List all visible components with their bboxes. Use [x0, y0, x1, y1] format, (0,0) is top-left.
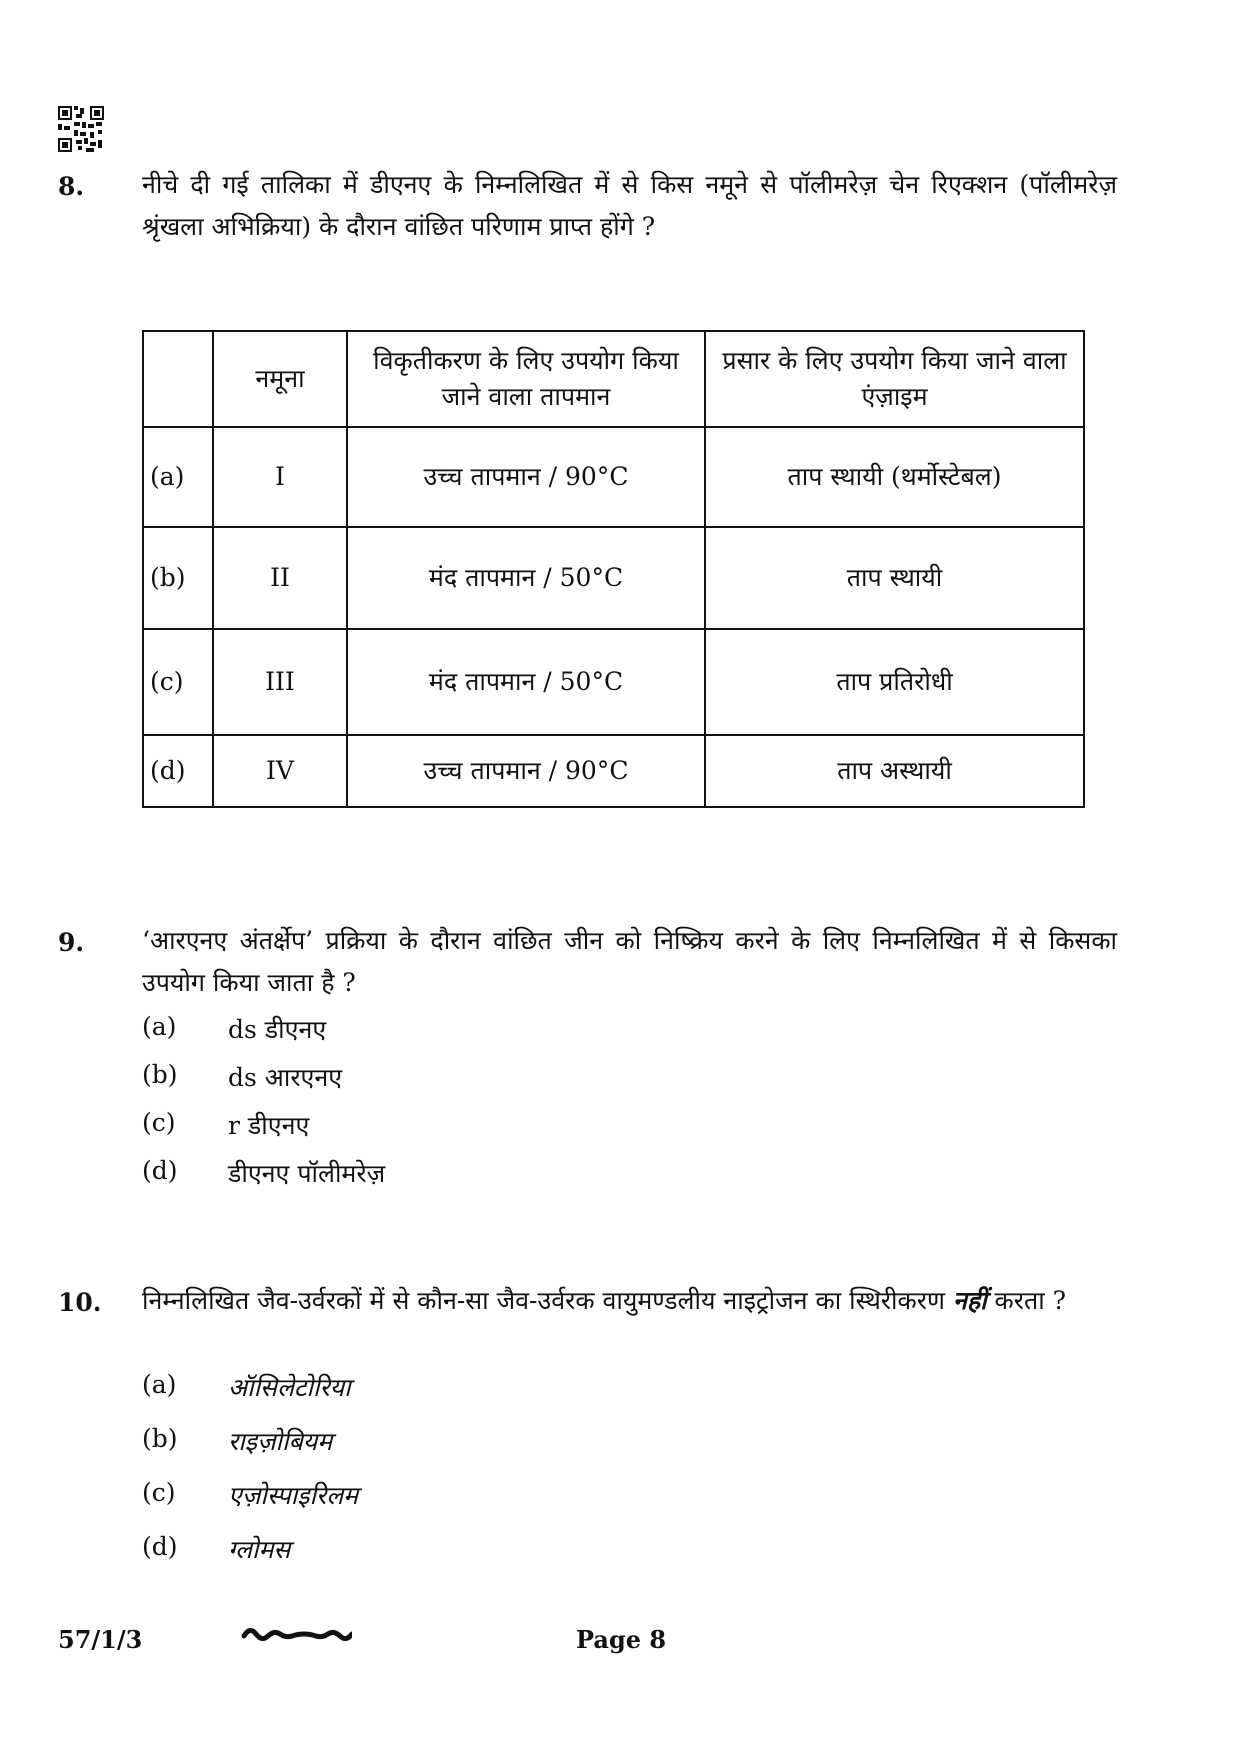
question-10-text-before: निम्नलिखित जैव-उर्वरकों में से कौन-सा जैव-उर्वरक वायुमण्डलीय नाइट्रोजन का स्थिरीकरण	[142, 1286, 945, 1315]
table-row	[143, 427, 1084, 527]
row-sample: II	[213, 527, 347, 629]
option-label: (d)	[142, 1532, 178, 1561]
option-text: r डीएनए	[228, 1111, 310, 1140]
row-temperature: उच्च तापमान / 90°C	[347, 427, 705, 527]
page-number: Page 8	[576, 1625, 667, 1654]
header-cell	[143, 331, 213, 427]
row-label: (c)	[143, 629, 213, 735]
table-row	[143, 735, 1084, 807]
row-enzyme: ताप अस्थायी	[705, 735, 1084, 807]
option-label: (b)	[142, 1424, 178, 1453]
row-temperature: मंद तापमान / 50°C	[347, 629, 705, 735]
question-9-text: ‘आरएनए अंतर्क्षेप’ प्रक्रिया के दौरान वांछित जीन को निष्क्रिय करने के लिए निम्नलिखित में से किसका उपयोग किया जाता है ?	[142, 926, 1117, 997]
option-text: एज़ोस्पाइरिलम	[228, 1481, 359, 1510]
question-8-table	[142, 330, 1085, 808]
question-8-number: 8.	[58, 172, 85, 201]
row-temperature: मंद तापमान / 50°C	[347, 527, 705, 629]
question-10-text-after: करता ?	[994, 1286, 1067, 1315]
option-text: ds डीएनए	[228, 1015, 327, 1044]
header-cell-enzyme: प्रसार के लिए उपयोग किया जाने वाला एंज़ाइम	[705, 331, 1084, 427]
row-label: (a)	[143, 427, 213, 527]
question-8-text: नीचे दी गई तालिका में डीएनए के निम्नलिखित में से किस नमूने से पॉलीमरेज़ चेन रिएक्शन (पॉलीमरेज़ श्रृंखला अभिक्रिया) के दौरान वांछित परिणाम प्राप्त होंगे ?	[142, 170, 1117, 241]
row-enzyme: ताप स्थायी	[705, 527, 1084, 629]
paper-code: 57/1/3	[58, 1625, 143, 1654]
row-label: (d)	[143, 735, 213, 807]
option-text: ऑसिलेटोरिया	[228, 1373, 351, 1402]
table-header-row	[143, 331, 1084, 427]
row-sample: III	[213, 629, 347, 735]
question-10-emphasis: नहीं	[952, 1286, 987, 1315]
option-label: (b)	[142, 1060, 178, 1089]
option-text: ds आरएनए	[228, 1063, 343, 1092]
row-enzyme: ताप प्रतिरोधी	[705, 629, 1084, 735]
row-enzyme: ताप स्थायी (थर्मोस्टेबल)	[705, 427, 1084, 527]
qr-code-icon	[58, 106, 104, 152]
tilde-ornament-icon	[240, 1618, 352, 1648]
question-10-text	[142, 1280, 1117, 1322]
option-label: (d)	[142, 1156, 178, 1185]
header-cell-temperature: विकृतीकरण के लिए उपयोग किया जाने वाला तापमान	[347, 331, 705, 427]
header-cell-sample: नमूना	[213, 331, 347, 427]
row-sample: I	[213, 427, 347, 527]
option-label: (a)	[142, 1012, 177, 1041]
option-text: डीएनए पॉलीमरेज़	[228, 1159, 386, 1188]
option-label: (c)	[142, 1478, 176, 1507]
option-label: (a)	[142, 1370, 177, 1399]
question-10-number: 10.	[58, 1288, 102, 1317]
option-text: ग्लोमस	[228, 1535, 291, 1564]
row-sample: IV	[213, 735, 347, 807]
question-9-number: 9.	[58, 928, 85, 957]
option-label: (c)	[142, 1108, 176, 1137]
row-label: (b)	[143, 527, 213, 629]
option-text: राइज़ोबियम	[228, 1427, 333, 1456]
table-row	[143, 629, 1084, 735]
table-row	[143, 527, 1084, 629]
row-temperature: उच्च तापमान / 90°C	[347, 735, 705, 807]
